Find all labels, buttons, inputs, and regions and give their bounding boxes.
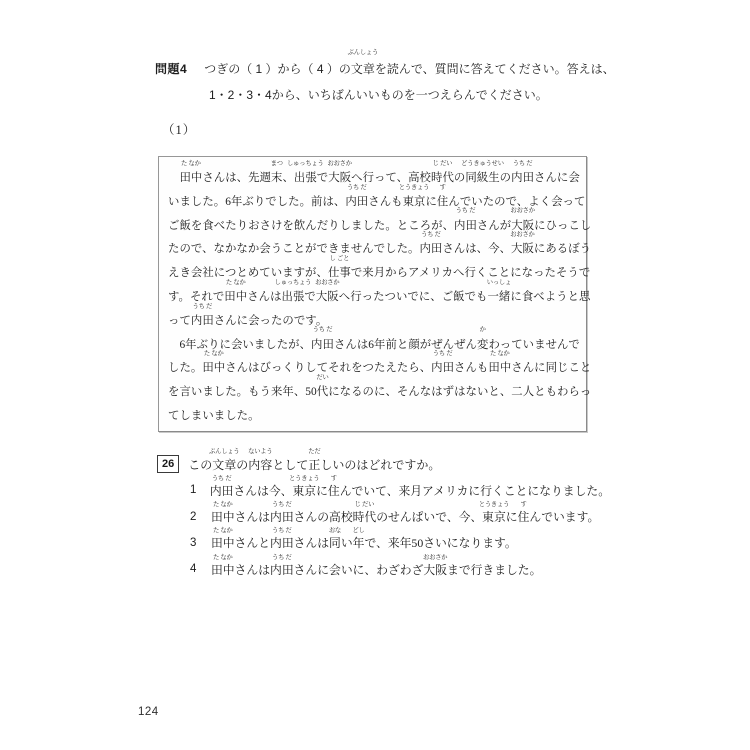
passage-line xyxy=(168,302,577,334)
text-segment: の xyxy=(453,172,466,184)
text-segment: を読んで、質問に答えてください。答えは、 xyxy=(374,62,615,76)
text-segment: 住 す xyxy=(327,474,340,498)
text-segment: さんに会 xyxy=(534,172,580,184)
text-segment: 内田 うち だ xyxy=(270,500,294,525)
furigana: た なか xyxy=(203,350,224,358)
furigana: まつ xyxy=(270,159,283,167)
text-segment: ご飯を食べたりおさけを飲んだりしました。ところが、 xyxy=(168,219,455,232)
option-row xyxy=(190,527,610,556)
text-segment: さんは xyxy=(293,536,330,551)
furigana: うち だ xyxy=(271,500,292,508)
text-segment: のせんぱいで、今、 xyxy=(376,510,483,525)
furigana: いっしょ xyxy=(486,278,512,286)
furigana: うち だ xyxy=(271,527,292,535)
text-segment: さんはびっくりしてそれをつたえたら、 xyxy=(225,362,432,375)
furigana: た なか xyxy=(225,278,246,286)
text-segment: として xyxy=(272,457,309,472)
furigana: どし xyxy=(352,527,365,535)
text-segment: 仕事 し ごと xyxy=(327,255,351,280)
furigana: だい xyxy=(316,373,329,381)
passage-line xyxy=(168,373,592,405)
text-segment: 内田 うち だ xyxy=(511,159,535,184)
passage-line xyxy=(168,326,580,358)
text-segment: 内田 うち だ xyxy=(270,527,294,551)
text-segment: さんも xyxy=(368,195,403,208)
text-segment: んでいます。 xyxy=(529,510,600,525)
text-segment: 田中 た なか xyxy=(211,553,235,577)
furigana: うち だ xyxy=(211,474,232,482)
text-segment: まで行きました。 xyxy=(447,562,542,577)
option-text xyxy=(211,553,542,578)
option-row xyxy=(190,500,610,529)
text-segment: 末 まつ xyxy=(270,159,283,184)
option-number: 2 xyxy=(190,510,197,523)
text-segment: さんは xyxy=(234,562,271,577)
text-segment: 田中 た なか xyxy=(202,350,226,375)
text-segment: に xyxy=(425,195,437,208)
text-segment: 東京 とうきょう xyxy=(289,474,320,498)
problem-header-line1 xyxy=(155,48,615,82)
option-text xyxy=(209,474,610,499)
furigana: とうきょう xyxy=(398,183,430,191)
passage-line xyxy=(168,231,592,262)
text-segment: 内田 うち だ xyxy=(419,231,443,256)
text-segment: を言いました。もう来年、50 xyxy=(168,386,317,399)
text-segment: 田中 た なか xyxy=(179,159,203,184)
furigana: うち だ xyxy=(432,350,453,358)
text-segment: いました。6年ぶりでした。前は、 xyxy=(168,195,346,208)
text-segment: で来月からアメリカへ行くことになったそうで xyxy=(350,267,591,280)
text-segment: 一緒 いっしょ xyxy=(486,278,512,303)
furigana: うち だ xyxy=(421,231,441,239)
text-segment: へ行ったついでに、ご飯でも xyxy=(338,290,488,303)
problem-header xyxy=(155,48,615,108)
furigana: とうきょう xyxy=(289,474,320,482)
text-segment: の xyxy=(236,457,249,472)
text-segment: 内容 ないよう xyxy=(248,448,273,472)
text-segment: 田中 た なか xyxy=(211,500,235,525)
text-segment: んでいて、来月アメリカに行くことになりました。 xyxy=(339,483,610,498)
text-segment: い xyxy=(340,536,353,551)
option-number: 1 xyxy=(190,484,197,497)
text-segment: 田中 た なか xyxy=(224,278,248,303)
furigana: た なか xyxy=(212,527,233,535)
furigana: た なか xyxy=(212,500,233,508)
furigana: うち だ xyxy=(192,302,213,310)
text-segment: えき会社につとめていますが、 xyxy=(168,267,328,280)
text-segment: さんは、今、 xyxy=(442,243,512,256)
question-row xyxy=(157,448,441,475)
furigana: うち だ xyxy=(512,159,533,167)
question-text xyxy=(188,448,441,473)
text-segment: さんの高校 xyxy=(293,510,353,525)
option-number: 4 xyxy=(190,563,197,576)
text-segment: 東京 とうきょう xyxy=(478,500,510,525)
text-segment: にひっこし xyxy=(534,219,592,232)
text-segment: す。それで xyxy=(168,290,225,303)
furigana: おおさか xyxy=(327,159,352,167)
text-segment: 住 す xyxy=(517,500,530,525)
text-segment: さんは、先週 xyxy=(202,172,271,184)
text-segment: に食べようと思 xyxy=(510,290,591,303)
text-segment: 文章 ぶんしょう xyxy=(209,448,240,472)
text-segment: 文章 ぶんしょう xyxy=(347,48,379,76)
text-segment: 大阪 おおさか xyxy=(423,553,448,577)
furigana: おおさか xyxy=(510,231,535,239)
furigana: た なか xyxy=(489,350,510,358)
furigana: おおさか xyxy=(315,278,340,286)
text-segment: てしまいました。 xyxy=(168,409,260,422)
text-segment: へ行って、高校 xyxy=(351,172,431,184)
furigana: す xyxy=(520,500,527,508)
passage-line xyxy=(168,350,592,381)
text-segment: で xyxy=(304,290,316,303)
text-segment: 正 ただ xyxy=(308,448,321,472)
text-segment: 出張 しゅっちょう xyxy=(287,159,324,184)
text-segment: 田中 た なか xyxy=(488,350,512,375)
options-list xyxy=(190,474,610,583)
furigana: うち だ xyxy=(346,183,367,191)
text-segment: で、来年50さいになります。 xyxy=(364,536,517,551)
text-segment: した。 xyxy=(168,362,203,375)
text-segment: って xyxy=(168,314,191,327)
furigana: うち だ xyxy=(312,326,333,334)
text-segment: 時代 じ だい xyxy=(352,500,377,525)
instruction-line-1 xyxy=(204,48,615,82)
problem-number-label: 問題4 xyxy=(155,62,188,76)
text-segment: 同 おな xyxy=(328,527,342,551)
text-segment: 内田 うち だ xyxy=(311,326,334,351)
furigana: しゅっちょう xyxy=(287,159,324,167)
furigana: し ごと xyxy=(329,255,350,262)
furigana: た なか xyxy=(181,159,201,167)
page-number: 124 xyxy=(138,706,159,718)
text-segment: 変 か xyxy=(476,326,489,351)
option-row xyxy=(190,553,610,582)
furigana: ぶんしょう xyxy=(209,448,240,456)
text-segment: に xyxy=(505,510,518,525)
furigana: ぶんしょう xyxy=(347,48,379,56)
text-segment: 大阪 おおさか xyxy=(315,278,340,303)
text-segment: んでいたので、よく会って xyxy=(448,195,586,208)
instruction-line-2: 1・2・3・4から、いちばんいいものを一つえらんでください。 xyxy=(209,88,548,102)
passage-text xyxy=(168,159,592,429)
text-segment: 内田 うち だ xyxy=(270,553,294,577)
text-segment: 代 だい xyxy=(316,373,329,399)
text-segment: 年 どし xyxy=(352,527,365,551)
furigana: す xyxy=(439,183,446,191)
text-segment: さんは6年前と顔がぜんぜん xyxy=(333,338,477,351)
passage-line xyxy=(168,278,591,310)
text-segment: この xyxy=(188,457,213,472)
text-segment: に xyxy=(316,483,328,498)
text-segment: 内田 うち だ xyxy=(209,474,234,498)
furigana: おおさか xyxy=(423,553,448,561)
text-segment xyxy=(168,167,179,191)
furigana: か xyxy=(479,326,486,334)
option-row xyxy=(190,474,610,503)
text-segment: 同級生 どうきゅうせい xyxy=(461,159,504,184)
text-segment: 出張 しゅっちょう xyxy=(274,278,312,303)
furigana: ただ xyxy=(308,448,321,456)
option-number: 3 xyxy=(190,536,197,549)
passage-line xyxy=(168,159,580,191)
text-segment: さんに会いに、わざわざ xyxy=(293,562,424,577)
text-segment: 内田 うち だ xyxy=(345,183,369,208)
text-segment: 内田 うち だ xyxy=(190,302,214,327)
text-segment: 内田 うち だ xyxy=(431,350,455,375)
text-segment: 時代 じ だい xyxy=(431,159,454,184)
text-segment: しいのはどれですか。 xyxy=(320,457,441,472)
furigana: じ だい xyxy=(432,159,453,167)
text-segment: さんは今、 xyxy=(233,483,293,498)
furigana: ないよう xyxy=(248,448,273,456)
text-segment: 内田 うち だ xyxy=(454,207,477,232)
text-segment: 田中 た なか xyxy=(211,527,235,551)
section-label: （1） xyxy=(162,123,197,137)
furigana: じ だい xyxy=(354,500,375,508)
option-text xyxy=(211,500,600,525)
text-segment: さんは xyxy=(247,290,282,303)
furigana: た なか xyxy=(212,553,233,561)
text-segment: になるのに、そんなはずはないと、二人ともわらっ xyxy=(328,386,592,399)
furigana: とうきょう xyxy=(478,500,510,508)
furigana: おおさか xyxy=(510,207,535,215)
text-segment: にあるぼう xyxy=(533,243,592,256)
furigana: どうきゅうせい xyxy=(461,159,504,167)
furigana: うち だ xyxy=(271,553,292,561)
text-segment: 住 す xyxy=(436,183,449,208)
furigana: しゅっちょう xyxy=(274,278,312,286)
text-segment: で xyxy=(316,172,329,184)
text-segment: 大阪 おおさか xyxy=(327,159,352,184)
text-segment: つぎの（ 1 ）から（ 4 ）の xyxy=(204,62,351,76)
furigana: うち だ xyxy=(455,207,476,215)
text-segment: の xyxy=(499,172,512,184)
text-segment: たので、なかなか会うことができませんでした。 xyxy=(168,243,420,256)
text-segment: わっていませんで xyxy=(488,338,580,351)
text-segment: さんが xyxy=(476,219,512,232)
furigana: おな xyxy=(328,527,342,535)
furigana: す xyxy=(330,474,337,482)
option-text xyxy=(211,527,517,551)
text-segment: 大阪 おおさか xyxy=(510,231,535,256)
text-segment: さんも xyxy=(454,362,489,375)
question-number-badge: 26 xyxy=(157,455,179,473)
text-segment: さんは xyxy=(234,510,271,525)
text-segment: 6年ぶりに会いましたが、 xyxy=(168,338,312,351)
passage-line xyxy=(168,405,577,429)
text-segment: さんと xyxy=(234,536,271,551)
text-segment: 大阪 おおさか xyxy=(510,207,535,232)
text-segment: さんに会ったのです。 xyxy=(213,314,328,327)
text-segment: さんに同じこと xyxy=(511,362,592,375)
text-segment: 、 xyxy=(282,172,294,184)
text-segment: 東京 とうきょう xyxy=(398,183,430,208)
passage-box xyxy=(158,156,592,432)
